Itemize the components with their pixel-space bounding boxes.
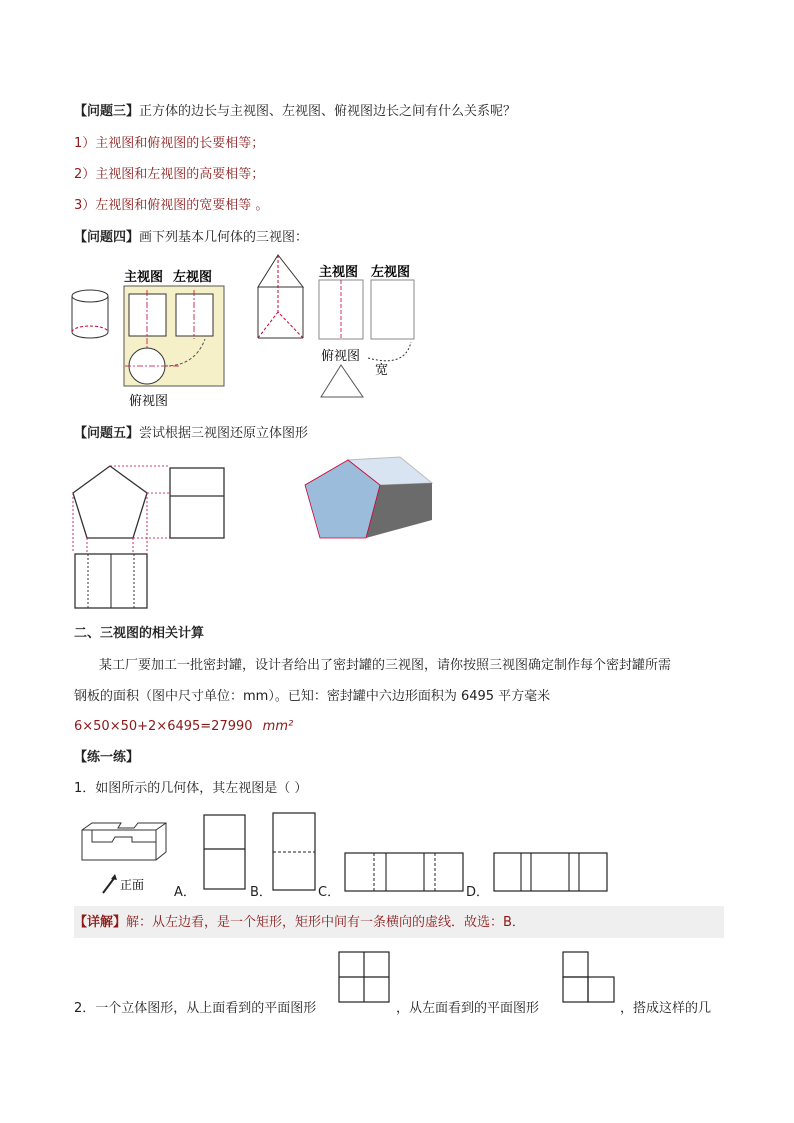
q3-tag: 【问题三】 (74, 104, 140, 119)
q4-tag: 【问题四】 (74, 230, 140, 245)
cyl-front-view (129, 294, 166, 336)
pentagon-left-view (170, 468, 224, 538)
pentagon-front-view (73, 466, 147, 538)
u-shaped-solid (82, 823, 166, 860)
pentagon-prism-solid (300, 455, 440, 545)
q5-text: 尝试根据三视图还原立体图形 (139, 426, 309, 441)
answer-unit: mm² (262, 719, 294, 734)
option-d-figure (493, 852, 609, 894)
q2-left-view-figure (562, 951, 618, 1006)
option-a-figure (203, 814, 247, 891)
prism-left-view (371, 280, 414, 339)
label-front-side: 正面 (120, 878, 145, 892)
prism-solid (258, 255, 303, 338)
pentagon-views-figure (70, 462, 240, 614)
practice-title: 【练一练】 (74, 750, 140, 765)
section2-para-1: 某工厂要加工一批密封罐，设计者给出了密封罐的三视图，请你按照三视图确定制作每个密封罐所需 (99, 658, 672, 673)
label-left-view-2: 左视图 (371, 265, 411, 280)
option-b-label: B． (250, 885, 272, 900)
q3-text: 正方体的边长与主视图、左视图、俯视图边长之间有什么关系呢？ (139, 104, 517, 119)
q4-text: 画下列基本几何体的三视图： (139, 230, 309, 245)
q2-text-a: 2．一个立体图形，从上面看到的平面图形 (74, 1001, 317, 1016)
option-a-label: A． (174, 885, 196, 900)
q3-item-2: 2）主视图和左视图的高要相等； (74, 167, 265, 182)
prism-top-view (321, 365, 363, 397)
prism-views-figure (255, 250, 425, 400)
detail-tag: 【详解】 (74, 915, 127, 930)
label-front-view-2: 主视图 (319, 265, 359, 280)
q3-item-3: 3）左视图和俯视图的宽要相等 。 (74, 198, 269, 213)
label-top-view: 俯视图 (129, 394, 169, 409)
section2-answer (74, 718, 293, 736)
option-d-label: D． (466, 885, 490, 900)
option-b-figure (272, 812, 318, 892)
label-left-view: 左视图 (173, 270, 213, 285)
q4-heading (74, 229, 308, 247)
cylinder-views-figure (70, 265, 250, 410)
q5-heading (74, 425, 308, 443)
q2-text-b: ，从左面看到的平面图形 (396, 1001, 540, 1016)
label-top-view-2: 俯视图 (321, 349, 361, 364)
option-c-label: C． (318, 885, 341, 900)
practice-q1: 1．如图所示的几何体，其左视图是（ ） (74, 781, 308, 796)
label-width: 宽 (375, 363, 389, 378)
section2-title: 二、三视图的相关计算 (74, 626, 205, 641)
cyl-left-view (176, 294, 213, 336)
option-c-figure (344, 852, 466, 894)
q3-item-1: 1）主视图和俯视图的长要相等； (74, 136, 265, 151)
answer-expression: 6×50×50+2×6495=27990 (74, 719, 253, 734)
label-front-view: 主视图 (124, 270, 164, 285)
q2-text-c: ，搭成这样的几 (620, 1001, 712, 1016)
q3-heading (74, 103, 516, 121)
detail-text: 解：从左边看，是一个矩形，矩形中间有一条横向的虚线．故选：B． (126, 915, 525, 930)
section2-para-2: 钢板的面积（图中尺寸单位：mm）。已知：密封罐中六边形面积为 6495 平方毫米 (74, 689, 551, 704)
cylinder-solid (72, 290, 108, 338)
q1-detail (74, 914, 525, 932)
q1-solid-figure (78, 822, 173, 897)
q5-tag: 【问题五】 (74, 426, 140, 441)
q2-top-view-figure (338, 951, 393, 1006)
